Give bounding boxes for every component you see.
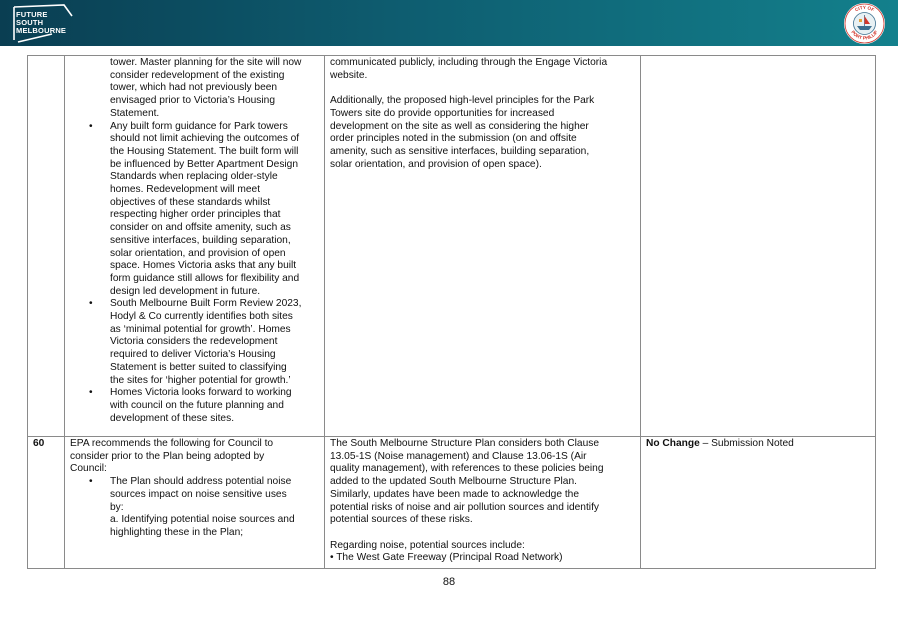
response-paragraph (330, 57, 635, 82)
council-response-cell (325, 56, 641, 437)
seal-top-text: CITY OF (854, 4, 876, 13)
outcome-cell (641, 56, 876, 437)
summary-lead (70, 438, 319, 476)
text-line: • Homes Victoria looks forward to working (110, 387, 292, 399)
text-line: • The West Gate Freeway (Principal Road Network) (330, 552, 563, 564)
text-line: Additionally, the proposed high-level principles for the Park (330, 95, 595, 107)
text-line: consider prior to the Plan being adopted by (70, 450, 265, 462)
text-line: homes. Redevelopment will meet (110, 184, 261, 196)
text-line: respecting higher order principles that (110, 209, 281, 221)
logo-text (16, 11, 66, 35)
table-row (28, 437, 876, 569)
response-paragraph (330, 95, 635, 171)
outcome-cell (641, 437, 876, 569)
text-line: the sites for ‘higher potential for growth.’ (110, 374, 291, 386)
summary-bullet-list (70, 476, 319, 514)
outcome-note: – Submission Noted (699, 438, 794, 449)
text-line: Standards when replacing older-style (110, 171, 278, 183)
text-line: form guidance still allows for flexibility and (110, 272, 300, 284)
text-line: Similarly, updates have been made to acknowledge the (330, 488, 579, 500)
text-line: consider on and offsite amenity, such as (110, 222, 291, 234)
text-line: quality management), with references to these policies being (330, 463, 604, 475)
sub-item (70, 514, 319, 539)
submission-summary-cell (65, 437, 325, 569)
submission-number-cell (28, 56, 65, 437)
text-line: highlighting these in the Plan; (110, 526, 244, 538)
text-line: as ‘minimal potential for growth’. Homes (110, 323, 291, 335)
text-line: Victoria considers the redevelopment (110, 336, 278, 348)
page-number: 88 (442, 576, 456, 588)
text-line: The South Melbourne Structure Plan considers both Clause (330, 438, 599, 449)
summary-bullet-list (70, 121, 319, 426)
text-line: development of these sites. (110, 412, 235, 424)
submissions-table (27, 55, 876, 569)
text-line: solar orientation, and provision of open (110, 247, 286, 259)
text-line: amenity, such as sensitive interfaces, building separation, (330, 145, 590, 157)
paragraph-gap (330, 82, 635, 95)
list-item (70, 121, 319, 299)
text-line: Towers site do provide opportunities for increased (330, 107, 555, 119)
text-line: • Any built form guidance for Park towers (110, 120, 288, 132)
text-line: required to deliver Victoria’s Housing (110, 349, 276, 361)
logo-line: MELBOURNE (16, 26, 67, 35)
response-paragraph (330, 540, 635, 565)
text-line: with council on the future planning and (110, 399, 284, 411)
submission-summary-cell (65, 56, 325, 437)
summary-lead (70, 57, 319, 121)
text-line: communicated publicly, including through the Engage Victoria (330, 57, 608, 68)
text-line: solar orientation, and provision of open space). (330, 158, 542, 170)
text-line: consider redevelopment of the existing (110, 69, 285, 81)
submission-number-cell: 60 (28, 437, 65, 569)
text-line: website. (330, 69, 368, 81)
text-line: tower. Master planning for the site will now (110, 57, 302, 68)
text-line: by: (110, 501, 124, 513)
header-banner (0, 0, 898, 46)
text-line: space. Homes Victoria asks that any built (110, 260, 297, 272)
table-row (28, 56, 876, 437)
text-line: a. Identifying potential noise sources and (110, 514, 295, 526)
council-response-cell (325, 437, 641, 569)
text-line: Hodyl & Co currently identifies both sites (110, 311, 293, 323)
text-line: EPA recommends the following for Council to (70, 438, 274, 449)
text-line: should not limit achieving the outcomes of (110, 133, 300, 145)
text-line: tower, which had not previously been (110, 82, 278, 94)
text-line: added to the updated South Melbourne Structure Plan. (330, 476, 577, 488)
text-line: be influenced by Better Apartment Design (110, 158, 299, 170)
logo-line: SOUTH (16, 18, 44, 27)
text-line: potential risks of noise and air pollution sources and identify (330, 501, 599, 513)
text-line: sensitive interfaces, building separation, (110, 234, 291, 246)
text-line: Statement is better suited to classifying (110, 361, 287, 373)
list-item (70, 298, 319, 387)
outcome-status: No Change (646, 438, 700, 449)
text-line: Statement. (110, 107, 160, 119)
text-line: • The Plan should address potential noise (110, 476, 292, 488)
list-item (70, 387, 319, 425)
logo-line: FUTURE (16, 10, 48, 19)
seal-bottom-text: PORT PHILLIP (850, 29, 879, 41)
text-line: objectives of these standards whilst (110, 196, 271, 208)
list-item (70, 476, 319, 514)
text-line: design led development in future. (110, 285, 261, 297)
response-paragraph (330, 438, 635, 527)
text-line: sources impact on noise sensitive uses (110, 488, 287, 500)
city-of-port-phillip-seal-icon (843, 2, 886, 45)
text-line: Council: (70, 463, 107, 475)
text-line: order principles noted in the submission (on and offsite (330, 133, 577, 145)
text-line: development on the site as well as considering the higher (330, 120, 589, 132)
text-line: Regarding noise, potential sources include: (330, 539, 525, 551)
text-line: 13.05-1S (Noise management) and Clause 13.06-1S (Air (330, 450, 587, 462)
text-line: envisaged prior to Victoria’s Housing (110, 95, 275, 107)
text-line: the Housing Statement. The built form will (110, 145, 299, 157)
paragraph-gap (330, 527, 635, 540)
text-line: • South Melbourne Built Form Review 2023, (110, 298, 302, 310)
text-line: potential sources of these risks. (330, 514, 473, 526)
